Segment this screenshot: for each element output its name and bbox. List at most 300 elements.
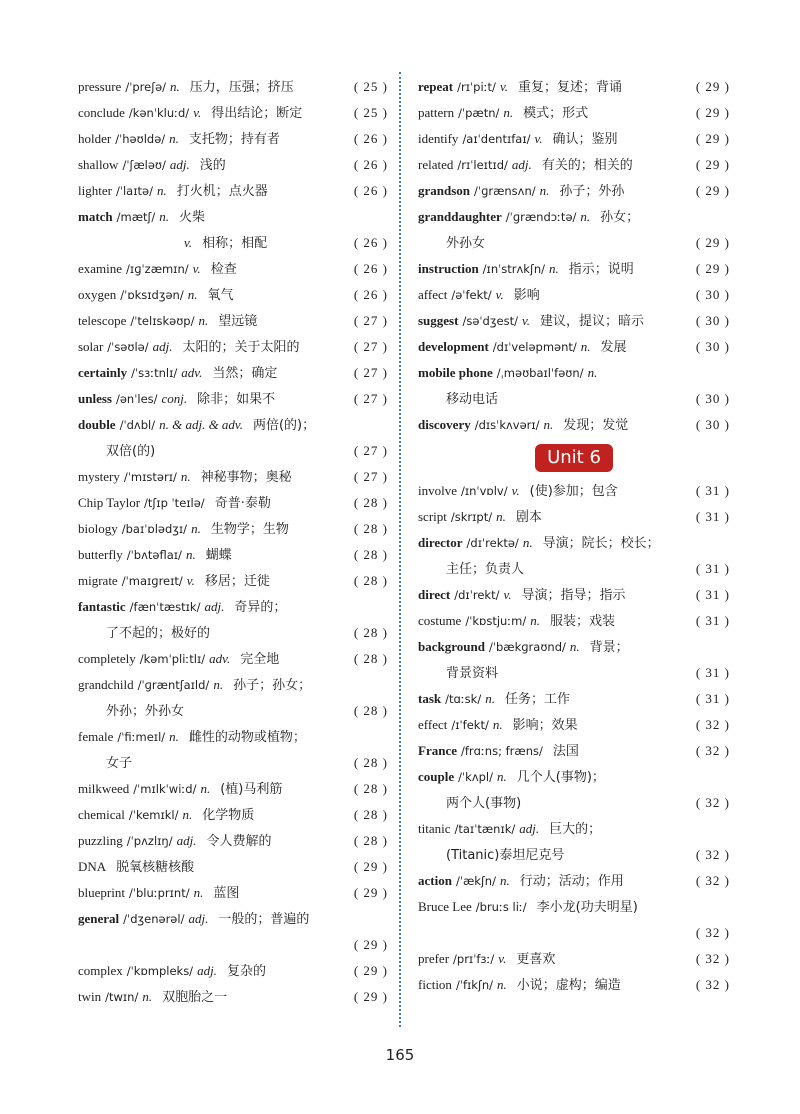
phonetic: /ˈkɒstjuːm/ (465, 614, 527, 628)
part-of-speech: v. (498, 951, 507, 966)
headword: titanic (418, 821, 451, 836)
page-ref: ( 31 ) (695, 587, 730, 602)
meaning: 导演；指导；指示 (521, 588, 626, 603)
meaning: 蓝图 (213, 886, 240, 901)
headword: shallow (78, 157, 119, 172)
headword: pressure (78, 79, 122, 94)
part-of-speech: n. (198, 313, 209, 328)
part-of-speech: v. (534, 131, 543, 146)
vocab-entry (78, 152, 388, 178)
meaning: 小说；虚构；编造 (516, 978, 621, 993)
headword: biology (78, 521, 118, 536)
headword: couple (418, 769, 455, 784)
meaning: 检查 (210, 262, 237, 277)
vocab-entry (78, 282, 388, 308)
phonetic: /ɪnˈstrʌkʃn/ (482, 262, 545, 276)
page-ref: ( 29 ) (695, 261, 730, 276)
page-ref: ( 32 ) (695, 717, 730, 732)
vocab-entry-continuation (418, 230, 730, 256)
right-column (418, 74, 730, 998)
meaning: 氧气 (207, 288, 234, 303)
vocab-entry-continuation (418, 790, 730, 816)
vocab-entry-continuation (78, 620, 388, 646)
vocab-entry (78, 412, 388, 438)
part-of-speech: n. (580, 209, 591, 224)
meaning: 双倍(的) (106, 444, 156, 459)
meaning: 两个人(事物) (446, 796, 522, 811)
phonetic: /bruːs liː/ (475, 900, 527, 914)
part-of-speech: v. (192, 261, 201, 276)
phonetic: /tʃɪp ˈteɪlə/ (144, 496, 205, 510)
page-ref: ( 28 ) (353, 625, 388, 640)
vocab-entry (418, 738, 730, 764)
meaning: 有关的；相关的 (541, 158, 633, 173)
meaning: 影响 (513, 288, 540, 303)
meaning: 望远镜 (218, 314, 258, 329)
vocab-entry (418, 582, 730, 608)
meaning: 太阳的；关于太阳的 (182, 340, 300, 355)
phonetic: /ˈhəʊldə/ (115, 132, 166, 146)
page-ref: ( 26 ) (353, 183, 388, 198)
vocab-entry (78, 126, 388, 152)
vocab-entry (78, 178, 388, 204)
headword: certainly (78, 365, 128, 380)
page-ref: ( 27 ) (353, 313, 388, 328)
headword: general (78, 911, 120, 926)
page-ref: ( 32 ) (695, 925, 730, 940)
part-of-speech: adj. (152, 339, 173, 354)
meaning: 火柴 (179, 210, 206, 225)
vocab-entry (418, 74, 730, 100)
meaning: 完全地 (240, 652, 280, 667)
meaning: 确认；鉴别 (552, 132, 618, 147)
page-ref: ( 27 ) (353, 365, 388, 380)
meaning: 复杂的 (226, 964, 266, 979)
meaning: 化学物质 (202, 808, 255, 823)
headword: complex (78, 963, 123, 978)
vocab-entry (418, 152, 730, 178)
headword: direct (418, 587, 451, 602)
meaning: 生物学；生物 (210, 522, 289, 537)
headword: mystery (78, 469, 120, 484)
headword: action (418, 873, 452, 888)
part-of-speech: adj. (511, 157, 532, 172)
page-ref: ( 28 ) (353, 807, 388, 822)
meaning: 孙子；外孙 (559, 184, 625, 199)
vocab-entry (78, 672, 388, 698)
part-of-speech: adv. (181, 365, 203, 380)
meaning: 神秘事物；奥秘 (200, 470, 292, 485)
vocab-entry-continuation (78, 750, 388, 776)
phonetic: /ˈpreʃə/ (125, 80, 167, 94)
vocab-entry (418, 100, 730, 126)
page-ref: ( 29 ) (353, 885, 388, 900)
meaning: 雌性的动物或植物； (188, 730, 306, 745)
page-ref: ( 29 ) (353, 989, 388, 1004)
page-ref: ( 28 ) (353, 547, 388, 562)
vocab-entry-continuation (418, 386, 730, 412)
phonetic: /kənˈkluːd/ (128, 106, 190, 120)
phonetic: /ənˈles/ (115, 392, 158, 406)
unit-heading (418, 438, 730, 478)
phonetic: /səˈdʒest/ (462, 314, 518, 328)
vocab-entry (78, 958, 388, 984)
phonetic: /kəmˈpliːtlɪ/ (139, 652, 206, 666)
vocab-entry-continuation (418, 660, 730, 686)
vocab-entry (78, 854, 388, 880)
phonetic: /ɪɡˈzæmɪn/ (126, 262, 189, 276)
meaning: 除非；如果不 (197, 392, 276, 407)
part-of-speech: n. (182, 807, 193, 822)
vocab-entry (418, 256, 730, 282)
headword: task (418, 691, 442, 706)
phonetic: /dɪˈveləpmənt/ (492, 340, 577, 354)
vocab-entry (78, 204, 388, 230)
vocab-entry (418, 282, 730, 308)
page-ref: ( 29 ) (695, 235, 730, 250)
part-of-speech: v. (521, 313, 531, 328)
part-of-speech: n. (213, 677, 224, 692)
phonetic: /frɑːns; fræns/ (460, 744, 543, 758)
part-of-speech: n. (499, 873, 510, 888)
part-of-speech: n. (187, 287, 198, 302)
vocab-entry (78, 594, 388, 620)
headword: female (78, 729, 114, 744)
phonetic: /ˈbluːprɪnt/ (128, 886, 190, 900)
part-of-speech: n. (503, 105, 514, 120)
phonetic: /ˈdʌbl/ (119, 418, 156, 432)
page-ref: ( 30 ) (695, 313, 730, 328)
page-ref: ( 31 ) (695, 691, 730, 706)
page-ref: ( 31 ) (695, 665, 730, 680)
page-ref: ( 30 ) (695, 287, 730, 302)
vocab-entry (78, 542, 388, 568)
headword: repeat (418, 79, 454, 94)
part-of-speech: n. (522, 535, 533, 550)
vocab-entry (418, 504, 730, 530)
page-ref: ( 26 ) (353, 261, 388, 276)
meaning: 浅的 (199, 158, 226, 173)
vocab-entry (418, 608, 730, 634)
vocab-entry (78, 74, 388, 100)
meaning: 更喜欢 (516, 952, 556, 967)
page-ref: ( 31 ) (695, 613, 730, 628)
vocab-entry (78, 464, 388, 490)
phonetic: /dɪsˈkʌvərɪ/ (474, 418, 540, 432)
vocab-entry-continuation (78, 698, 388, 724)
phonetic: /ˈʃæləʊ/ (122, 158, 166, 172)
vocab-entry (418, 178, 730, 204)
phonetic: /ˈlaɪtə/ (115, 184, 153, 198)
meaning: 蝴蝶 (205, 548, 232, 563)
headword: director (418, 535, 463, 550)
part-of-speech: n. (530, 613, 541, 628)
headword: related (418, 157, 454, 172)
vocab-entry (78, 984, 388, 1010)
vocab-entry (78, 880, 388, 906)
phonetic: /ˈsəʊlə/ (107, 340, 149, 354)
part-of-speech: v. (511, 483, 520, 498)
phonetic: /ˈɒksɪdʒən/ (120, 288, 184, 302)
part-of-speech: n. (543, 417, 554, 432)
vocab-entry (418, 712, 730, 738)
part-of-speech: n. (180, 469, 191, 484)
part-of-speech: n. (496, 977, 507, 992)
meaning: 重复；复述；背诵 (518, 80, 623, 95)
vocab-entry (78, 568, 388, 594)
meaning: 行动；活动；作用 (519, 874, 624, 889)
part-of-speech: n. (169, 729, 179, 744)
page-ref: ( 29 ) (353, 963, 388, 978)
headword: France (418, 743, 457, 758)
phonetic: /ɪˈfekt/ (451, 718, 489, 732)
phonetic: /rɪˈleɪtɪd/ (457, 158, 508, 172)
meaning: (植)马利筋 (220, 782, 283, 797)
meaning: 孙女； (600, 210, 640, 225)
meaning: 令人费解的 (206, 834, 272, 849)
vocab-entry-continuation (78, 230, 388, 256)
meaning: 主任；负责人 (446, 562, 525, 577)
headword: development (418, 339, 489, 354)
page-ref: ( 31 ) (695, 509, 730, 524)
meaning: 法国 (552, 744, 579, 759)
page-ref: ( 32 ) (695, 873, 730, 888)
vocab-entry (78, 724, 388, 750)
meaning: 双胞胎之一 (162, 990, 228, 1005)
meaning: 脱氧核糖核酸 (116, 860, 195, 875)
part-of-speech: n. (193, 885, 204, 900)
page-ref: ( 29 ) (353, 937, 388, 952)
part-of-speech: v. (193, 105, 202, 120)
meaning: 建议，提议；暗示 (540, 314, 645, 329)
phonetic: /twɪn/ (105, 990, 139, 1004)
vocab-entry (418, 478, 730, 504)
page-ref: ( 27 ) (353, 339, 388, 354)
vocab-entry-continuation (78, 932, 388, 958)
vocab-entry (78, 308, 388, 334)
page-ref: ( 32 ) (695, 951, 730, 966)
vocab-entry (78, 100, 388, 126)
meaning: 背景； (589, 640, 629, 655)
part-of-speech: adj. (197, 963, 217, 978)
headword: fantastic (78, 599, 126, 614)
headword: Chip Taylor (78, 495, 141, 510)
headword: completely (78, 651, 136, 666)
vocab-entry (78, 516, 388, 542)
headword: chemical (78, 807, 125, 822)
phonetic: /ˈmaɪɡreɪt/ (121, 574, 183, 588)
page-ref: ( 25 ) (353, 79, 388, 94)
headword: examine (78, 261, 123, 276)
vocab-entry (418, 634, 730, 660)
meaning: 外孙女 (446, 236, 486, 251)
vocab-entry (418, 204, 730, 230)
part-of-speech: n. (549, 261, 559, 276)
meaning: 外孙；外孙女 (106, 704, 185, 719)
headword: Bruce Lee (418, 899, 472, 914)
headword: effect (418, 717, 448, 732)
meaning: 支托物；持有者 (188, 132, 280, 147)
headword: unless (78, 391, 112, 406)
vocab-entry (78, 386, 388, 412)
part-of-speech: n. (169, 131, 179, 146)
part-of-speech: conj. (161, 391, 188, 406)
part-of-speech: adj. (176, 833, 197, 848)
phonetic: /ˈækʃn/ (455, 874, 496, 888)
part-of-speech: n. (497, 769, 507, 784)
page-ref: ( 25 ) (353, 105, 388, 120)
phonetic: /ˈmɪlkˈwiːd/ (133, 782, 197, 796)
page-ref: ( 29 ) (695, 183, 730, 198)
headword: pattern (418, 105, 455, 120)
part-of-speech: n. (496, 509, 506, 524)
meaning: 压力，压强；挤压 (189, 80, 294, 95)
headword: migrate (78, 573, 118, 588)
vocab-entry (418, 308, 730, 334)
vocab-entry (78, 828, 388, 854)
headword: background (418, 639, 485, 654)
headword: mobile phone (418, 365, 493, 380)
headword: affect (418, 287, 448, 302)
meaning: 女子 (106, 756, 133, 771)
meaning: 移动电话 (446, 392, 499, 407)
part-of-speech: v. (184, 235, 193, 250)
headword: lighter (78, 183, 112, 198)
part-of-speech: n. (569, 639, 580, 654)
page-ref: ( 32 ) (695, 795, 730, 810)
phonetic: /ˈbʌtəflaɪ/ (126, 548, 182, 562)
part-of-speech: adj. (169, 157, 190, 172)
part-of-speech: v. (495, 287, 504, 302)
vocab-entry (418, 946, 730, 972)
page-ref: ( 26 ) (353, 287, 388, 302)
headword: twin (78, 989, 102, 1004)
headword: milkweed (78, 781, 130, 796)
page-ref: ( 28 ) (353, 833, 388, 848)
part-of-speech: v. (499, 79, 508, 94)
phonetic: /ˈkɒmpleks/ (126, 964, 194, 978)
phonetic: /ˈtelɪskəʊp/ (130, 314, 195, 328)
phonetic: /ˈkʌpl/ (458, 770, 493, 784)
part-of-speech: n. (539, 183, 550, 198)
vocab-entry (418, 894, 730, 920)
meaning: 相称；相配 (202, 236, 268, 251)
page-ref: ( 30 ) (695, 417, 730, 432)
phonetic: /ˈɡræntʃaɪld/ (137, 678, 210, 692)
part-of-speech: n. (156, 183, 167, 198)
meaning: 打火机；点火器 (176, 184, 268, 199)
meaning: 奇普·泰勒 (214, 496, 271, 511)
page-ref: ( 28 ) (353, 521, 388, 536)
headword: puzzling (78, 833, 123, 848)
phonetic: /skrɪpt/ (450, 510, 493, 524)
headword: script (418, 509, 447, 524)
part-of-speech: n. (170, 79, 180, 94)
page-ref: ( 29 ) (695, 105, 730, 120)
page-ref: ( 27 ) (353, 469, 388, 484)
headword: blueprint (78, 885, 125, 900)
page-ref: ( 32 ) (695, 743, 730, 758)
meaning: 发展 (600, 340, 627, 355)
page-ref: ( 32 ) (695, 847, 730, 862)
headword: fiction (418, 977, 452, 992)
vocab-entry (418, 868, 730, 894)
vocab-entry (418, 972, 730, 998)
meaning: 两倍(的)； (252, 418, 316, 433)
meaning: 导演；院长；校长； (542, 536, 660, 551)
page-ref: ( 27 ) (353, 391, 388, 406)
left-column (78, 74, 388, 1010)
headword: holder (78, 131, 112, 146)
page-ref: ( 30 ) (695, 339, 730, 354)
part-of-speech: adj. (519, 821, 540, 836)
vocab-entry-continuation (418, 842, 730, 868)
page-ref: ( 29 ) (695, 79, 730, 94)
meaning: 了不起的；极好的 (106, 626, 211, 641)
part-of-speech: v. (186, 573, 195, 588)
headword: double (78, 417, 116, 432)
headword: conclude (78, 105, 125, 120)
phonetic: /mætʃ/ (116, 210, 156, 224)
part-of-speech: adv. (209, 651, 231, 666)
phonetic: /baɪˈɒlədʒɪ/ (121, 522, 188, 536)
page-ref: ( 32 ) (695, 977, 730, 992)
headword: granddaughter (418, 209, 502, 224)
phonetic: /dɪˈrekt/ (454, 588, 500, 602)
vocab-entry (78, 334, 388, 360)
phonetic: /ˈkemɪkl/ (128, 808, 179, 822)
phonetic: /ˈdʒenərəl/ (123, 912, 185, 926)
phonetic: /ˈpætn/ (458, 106, 500, 120)
phonetic: /tɑːsk/ (445, 692, 482, 706)
headword: suggest (418, 313, 459, 328)
headword: prefer (418, 951, 450, 966)
meaning: 背景资料 (446, 666, 499, 681)
phonetic: /prɪˈfɜː/ (453, 952, 495, 966)
phonetic: /ˈsɜːtnlɪ/ (131, 366, 178, 380)
page-ref: ( 28 ) (353, 781, 388, 796)
vocab-entry (418, 126, 730, 152)
vocab-entry (78, 490, 388, 516)
vocab-entry (78, 802, 388, 828)
headword: telescope (78, 313, 127, 328)
vocab-entry (418, 334, 730, 360)
part-of-speech: n. (159, 209, 170, 224)
vocab-entry (78, 646, 388, 672)
page-ref: ( 26 ) (353, 235, 388, 250)
headword: solar (78, 339, 104, 354)
part-of-speech: v. (503, 587, 512, 602)
phonetic: /ˈɡrænsʌn/ (474, 184, 536, 198)
vocab-entry-continuation (418, 920, 730, 946)
vocab-entry (418, 530, 730, 556)
meaning: 剧本 (515, 510, 542, 525)
meaning: 服装；戏装 (550, 614, 616, 629)
page-ref: ( 28 ) (353, 495, 388, 510)
part-of-speech: n. (587, 365, 598, 380)
headword: costume (418, 613, 462, 628)
phonetic: /ˈpʌzlɪŋ/ (126, 834, 173, 848)
headword: grandson (418, 183, 471, 198)
column-divider (399, 72, 401, 1027)
vocab-entry (78, 776, 388, 802)
unit-banner: Unit 6 (535, 444, 613, 472)
phonetic: /taɪˈtænɪk/ (454, 822, 516, 836)
phonetic: /ˈfɪkʃn/ (455, 978, 493, 992)
vocab-entry (418, 412, 730, 438)
phonetic: /dɪˈrektə/ (466, 536, 519, 550)
meaning: (Titanic)泰坦尼克号 (446, 848, 565, 863)
